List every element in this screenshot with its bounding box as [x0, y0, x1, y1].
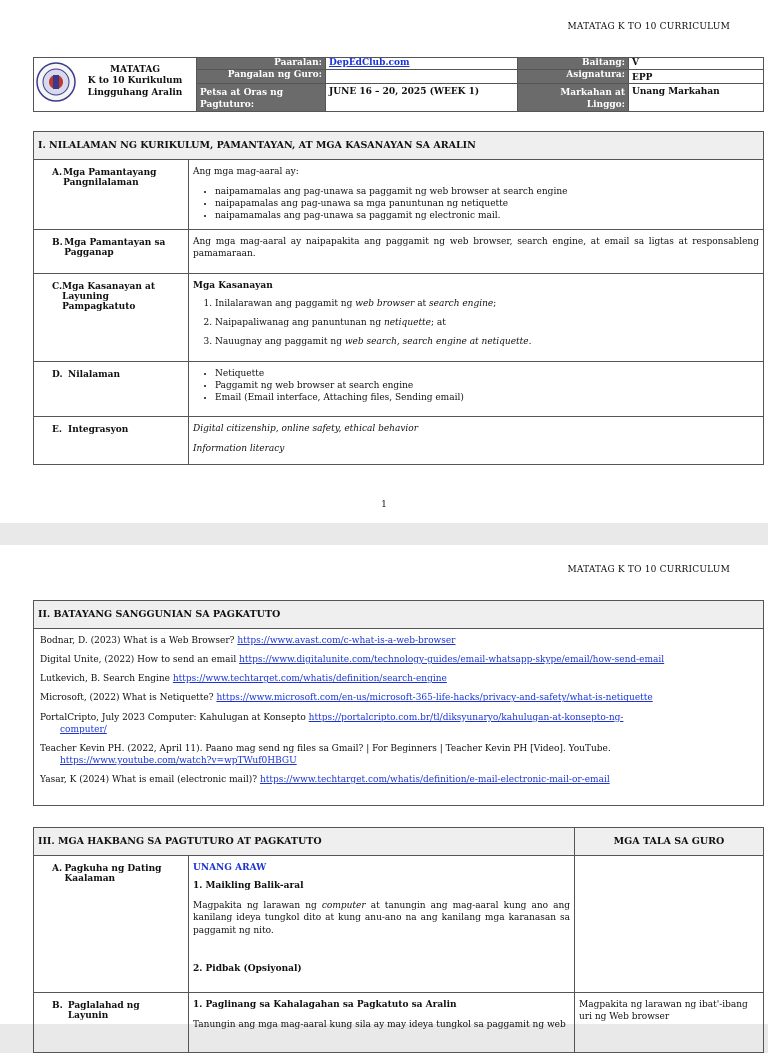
step-a-content [189, 856, 575, 993]
row-e-label: E. Integrasyon [34, 417, 189, 465]
petsa-value: JUNE 16 – 20, 2025 (WEEK 1) [326, 84, 518, 112]
paaralan-label: Paaralan: [197, 58, 326, 70]
list-item: • naipapamalas ang pag-unawa sa mga panuntunan ng netiquette [215, 198, 759, 210]
reference-link-continued[interactable]: computer/ [60, 724, 107, 735]
step-a-sub1: 1. Maikling Balik-aral [193, 881, 304, 892]
document-page-1 [0, 0, 768, 523]
integrasyon-line-2: Information literacy [193, 444, 285, 455]
document-page-2 [0, 545, 768, 1031]
row-b-label: B. Mga Pamantayan sa Pagganap [34, 229, 189, 273]
guro-label: Pangalan ng Guro: [197, 70, 326, 84]
step-b-paragraph: Tanungin ang mga mag-aaral kung sila ay may ideya tungkol sa paggamit ng web [193, 1020, 566, 1031]
row-a-content [189, 160, 764, 230]
reference-link[interactable]: https://www.avast.com/c-what-is-a-web-browser [237, 636, 456, 646]
running-header: MATATAG K TO 10 CURRICULUM [567, 565, 730, 575]
reference-item: Lutkevich, B. Search Engine https://www.techtarget.com/whatis/definition/search-engine [40, 674, 447, 685]
list-item: 2. Naipapaliwanag ang panuntunan ng netiquette; at [215, 317, 759, 329]
reference-item: Bodnar, D. (2023) What is a Web Browser? https://www.avast.com/c-what-is-a-web-browser [40, 636, 456, 646]
asignatura-value: EPP [629, 70, 764, 84]
reference-item: Microsoft, (2022) What is Netiquette? https://www.microsoft.com/en-us/microsoft-365-life-hacks/privacy-and-safety/what-is-netiquette [40, 693, 653, 704]
markahan-label: Markahan at Linggo: [518, 84, 629, 112]
step-a-notes [575, 856, 764, 993]
reference-link[interactable]: https://www.digitalunite.com/technology-guides/email-whatsapp-skype/email/how-send-email [239, 655, 665, 666]
baitang-value: V [629, 58, 764, 70]
reference-link[interactable]: https://portalcripto.com.br/tl/diksyunaryo/kahulugan-at-konsepto-ng- [308, 712, 624, 723]
step-b-content [189, 993, 575, 1053]
list-item: • naipamamalas ang pag-unawa sa paggamit ng electronic mail. [215, 210, 759, 222]
step-a-label: A. Pagkuha ng Dating Kaalaman [34, 856, 189, 993]
integrasyon-line-1: Digital citizenship, online safety, ethical behavior [193, 424, 419, 435]
reference-item: Yasar, K (2024) What is email (electronic mail)? https://www.techtarget.com/whatis/definition/e-mail-electronic-mail-or-email [40, 775, 610, 786]
step-a-sub2: 2. Pidbak (Opsiyonal) [193, 963, 302, 974]
guro-value [326, 70, 518, 84]
running-header: MATATAG K TO 10 CURRICULUM [567, 22, 730, 32]
row-c-heading: Mga Kasanayan [193, 280, 273, 291]
row-b-content: Ang mga mag-aaral ay naipapakita ang paggamit ng web browser, search engine, at email sa ligtas at responsableng pamamaraan. [189, 229, 764, 273]
list-item: • Netiquette [215, 368, 759, 380]
list-item: • Email (Email interface, Attaching files, Sending email) [215, 392, 759, 404]
row-c-label: C. Mga Kasanayan at Layuning Pampagkatuto [34, 273, 189, 362]
reference-link[interactable]: https://www.youtube.com/watch?v=wpTWuf0HBGU [60, 755, 297, 766]
section-2-title: II. BATAYANG SANGGUNIAN SA PAGKATUTO [34, 601, 764, 629]
asignatura-label: Asignatura: [518, 70, 629, 84]
step-b-sub1: 1. Paglinang sa Kahalagahan sa Pagkatuto sa Aralin [193, 1000, 457, 1010]
reference-item: Digital Unite, (2022) How to send an email https://www.digitalunite.com/technology-guides/email-whatsapp-skype/email/how-send-email [40, 655, 665, 666]
day-label: UNANG ARAW [193, 863, 267, 873]
row-d-content [189, 362, 764, 417]
step-a-paragraph: Magpakita ng larawan ng computer at tanungin ang mag-aaral kung ano ang kanilang ideya tungkol dito at kung anu-ano na ang kanilang mga karanasan sa paggamit ng nito. [193, 901, 571, 936]
deped-seal-icon [36, 62, 76, 102]
petsa-label: Petsa at Oras ng Pagtuturo: [197, 84, 326, 112]
title-line-2: K to 10 Kurikulum [87, 76, 183, 87]
page-number: 1 [381, 500, 387, 510]
row-a-label: A. Mga Pamantayang Pangnilalaman [34, 160, 189, 230]
reference-item: PortalCripto, July 2023 Computer: Kahulugan at Konsepto https://portalcripto.com.br/tl/diksyunaryo/kahulugan-at-konsepto-ng- computer/ [40, 712, 624, 735]
section-3-notes-title: MGA TALA SA GURO [575, 828, 764, 856]
list-item: • Paggamit ng web browser at search engine [215, 380, 759, 392]
list-item: 1. Inilalarawan ang paggamit ng web browser at search engine; [215, 298, 759, 310]
section-1-title: I. NILALAMAN NG KURIKULUM, PAMANTAYAN, AT MGA KASANAYAN SA ARALIN [34, 132, 764, 160]
baitang-label: Baitang: [518, 58, 629, 70]
paaralan-link[interactable]: DepEdClub.com [329, 58, 410, 68]
list-item: 3. Nauugnay ang paggamit ng web search, search engine at netiquette. [215, 336, 759, 348]
references-list [34, 629, 764, 806]
step-b-notes: Magpakita ng larawan ng ibat'-ibang uri ng Web browser [575, 993, 764, 1053]
row-a-intro: Ang mga mag-aaral ay: [193, 167, 299, 177]
reference-link[interactable]: https://www.techtarget.com/whatis/definition/search-engine [172, 674, 447, 685]
lesson-meta-table [33, 57, 764, 112]
section-3-title: III. MGA HAKBANG SA PAGTUTURO AT PAGKATUTO [34, 828, 575, 856]
row-c-content [189, 273, 764, 362]
teaching-steps-table [33, 827, 764, 1053]
reference-item: Teacher Kevin PH. (2022, April 11). Paano mag send ng files sa Gmail? | For Beginners | Teacher Kevin PH [Video]. YouTube. https://www.youtube.com/watch?v=wpTWuf0HBGU [40, 743, 611, 766]
title-line-3: Lingguhang Aralin [87, 87, 183, 98]
references-table [33, 600, 764, 806]
reference-link[interactable]: https://www.microsoft.com/en-us/microsoft-365-life-hacks/privacy-and-safety/what-is-netiquette [216, 693, 653, 704]
title-line-1: MATATAG [109, 65, 161, 76]
header-logo-cell [34, 58, 197, 112]
step-b-label: B. Paglalahad ng Layunin [34, 993, 189, 1053]
row-e-content [189, 417, 764, 465]
row-d-label: D. Nilalaman [34, 362, 189, 417]
list-item: • naipamamalas ang pag-unawa sa paggamit ng web browser at search engine [215, 186, 759, 198]
reference-link[interactable]: https://www.techtarget.com/whatis/definition/e-mail-electronic-mail-or-email [259, 775, 610, 786]
markahan-value: Unang Markahan [629, 84, 764, 112]
curriculum-content-table [33, 131, 764, 465]
